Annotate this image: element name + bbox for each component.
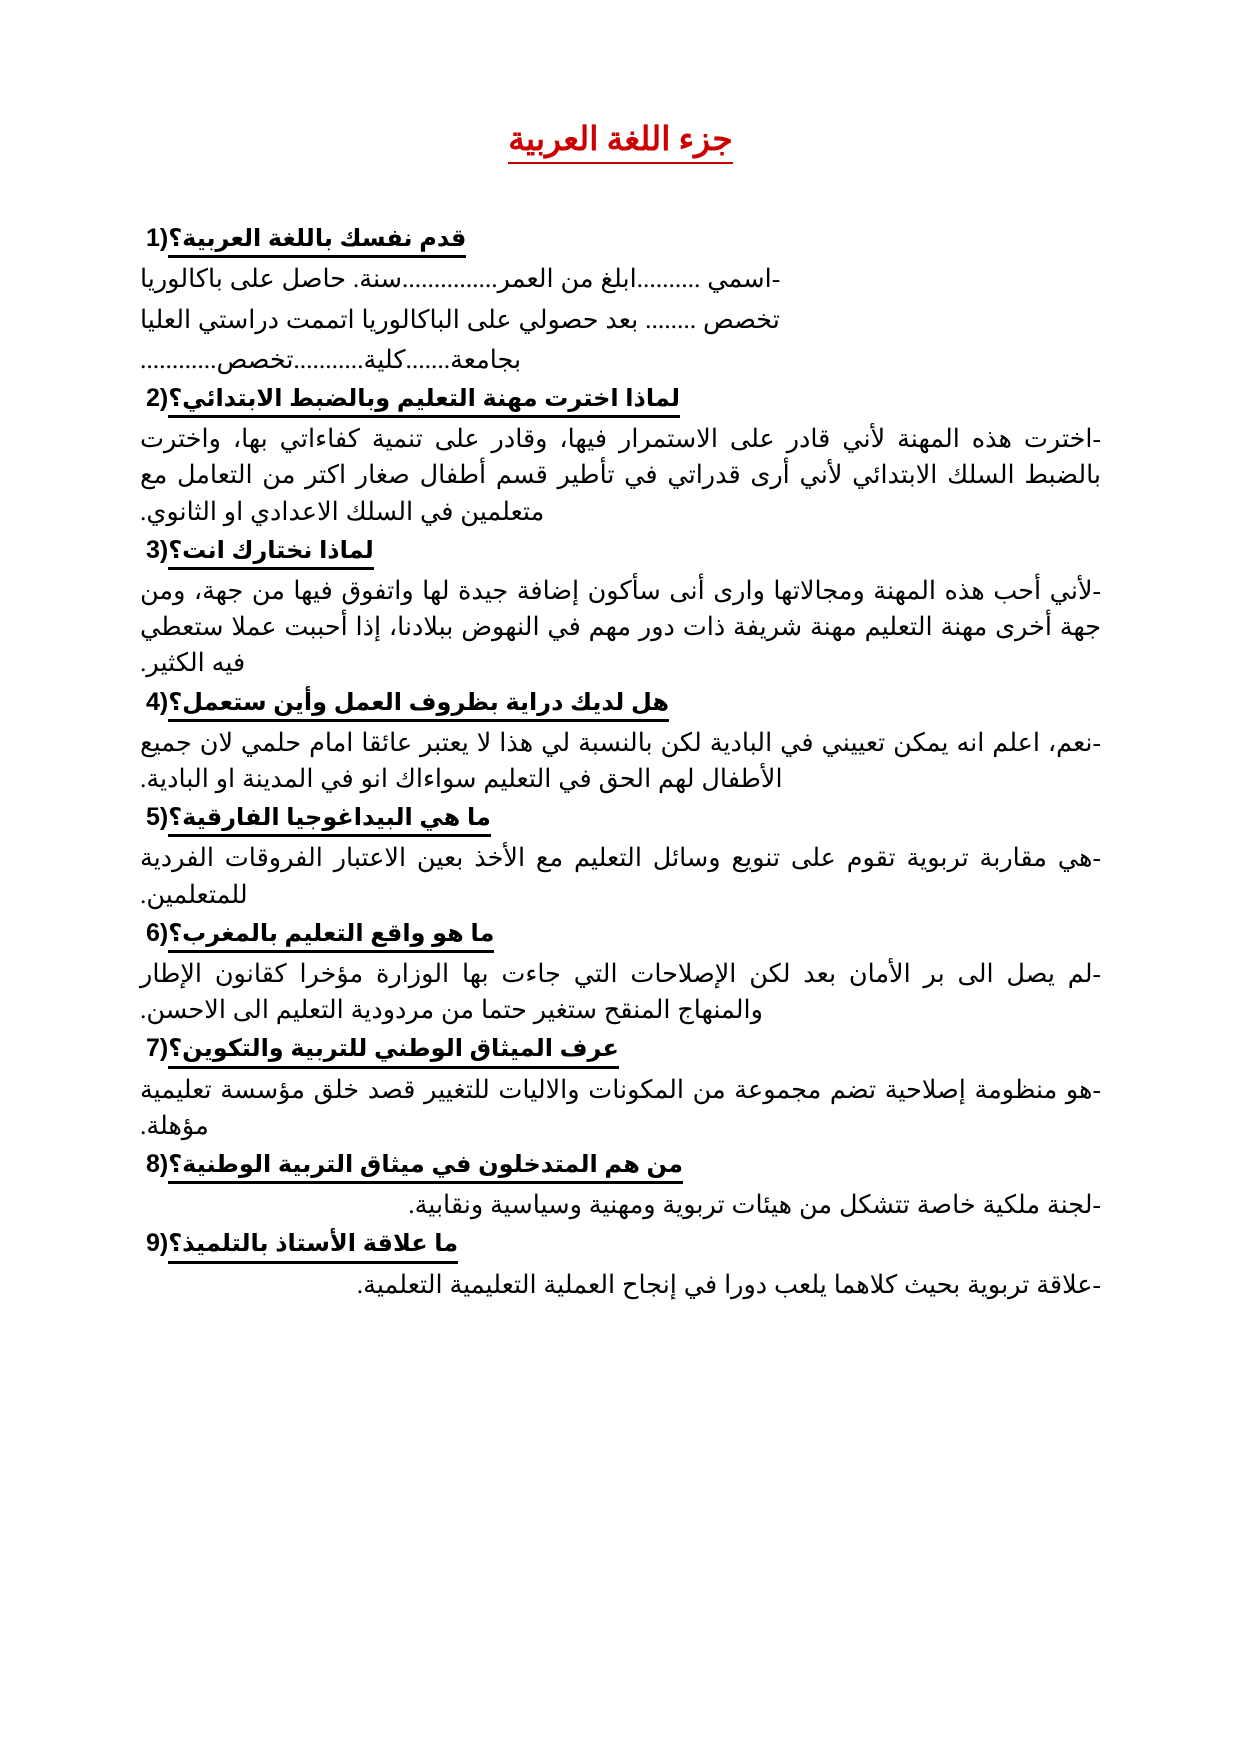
qa-item-1 xyxy=(140,222,1101,378)
question-number-4: 4) xyxy=(146,687,169,716)
question-line-2 xyxy=(140,382,1101,418)
answer-text-7: -هو منظومة إصلاحية تضم مجموعة من المكونات والاليات للتغيير قصد خلق مؤسسة تعليمية مؤهلة. xyxy=(140,1074,1101,1140)
qa-item-3 xyxy=(140,534,1101,682)
question-line-5 xyxy=(140,801,1101,837)
qa-item-4 xyxy=(140,686,1101,798)
answer-text-6: -لم يصل الى بر الأمان بعد لكن الإصلاحات التي جاءت بها الوزارة مؤخرا كقانون الإطار والمنهاج المنقح ستغير حتما من مردودية التعليم الى الاحسن. xyxy=(140,959,1101,1025)
question-line-4 xyxy=(140,686,1101,722)
question-group-3 xyxy=(140,534,374,570)
answer-text-3: -لأني أحب هذه المهنة ومجالاتها وارى أنى سأكون إضافة جيدة لها واتفوق فيها من جهة، ومن جهة أخرى مهنة التعليم مهنة شريفة ذات دور مهم في النهوض ببلادنا، إذا أحببت عملا ستعطي فيه الكثير. xyxy=(140,576,1101,678)
question-text-9: ما علاقة الأستاذ بالتلميذ؟ xyxy=(168,1228,458,1263)
answer-text-5: -هي مقاربة تربوية تقوم على تنويع وسائل التعليم مع الأخذ بعين الاعتبار الفروقات الفردية للمتعلمين. xyxy=(140,843,1101,909)
question-line-6 xyxy=(140,917,1101,953)
answer-text-1-line-2: تخصص ........ بعد حصولي على الباكالوريا اتممت دراستي العليا xyxy=(140,304,780,334)
question-text-5: ما هي البيداغوجيا الفارقية؟ xyxy=(168,802,491,837)
question-group-2 xyxy=(140,382,680,418)
qa-item-6 xyxy=(140,917,1101,1029)
question-group-4 xyxy=(140,686,669,722)
question-number-1: 1) xyxy=(146,224,169,253)
question-group-8 xyxy=(140,1148,683,1184)
question-number-5: 5) xyxy=(146,803,169,832)
question-number-3: 3) xyxy=(146,535,169,564)
answer-text-1-line-3: بجامعة.......كلية...........تخصص............ xyxy=(140,344,522,374)
question-text-6: ما هو واقع التعليم بالمغرب؟ xyxy=(168,918,494,953)
question-answer-list xyxy=(140,222,1101,1303)
question-group-1 xyxy=(140,222,466,258)
question-text-2: لماذا اخترت مهنة التعليم وبالضبط الابتدائي؟ xyxy=(168,383,680,418)
answer-text-8: -لجنة ملكية خاصة تتشكل من هيئات تربوية ومهنية وسياسية ونقابية. xyxy=(408,1190,1101,1220)
qa-item-2 xyxy=(140,382,1101,530)
answer-text-2: -اخترت هذه المهنة لأني قادر على الاستمرار فيها، وقادر على تنمية كفاءاتي بها، واخترت بالضبط السلك الابتدائي لأني أرى قدراتي في تأطير قسم أطفال صغار اكتر من التعامل مع متعلمين في السلك الاعدادي او الثانوي. xyxy=(140,424,1101,526)
question-number-2: 2) xyxy=(146,384,169,413)
qa-item-7 xyxy=(140,1032,1101,1144)
answer-text-9: -علاقة تربوية بحيث كلاهما يلعب دورا في إنجاح العملية التعليمية التعلمية. xyxy=(356,1269,1101,1299)
question-text-8: من هم المتدخلون في ميثاق التربية الوطنية؟ xyxy=(168,1149,683,1184)
qa-item-5 xyxy=(140,801,1101,913)
question-number-6: 6) xyxy=(146,918,169,947)
question-number-9: 9) xyxy=(146,1229,169,1258)
page-title-text: جزء اللغة العربية xyxy=(508,120,733,164)
question-line-3 xyxy=(140,534,1101,570)
question-line-8 xyxy=(140,1148,1101,1184)
question-text-4: هل لديك دراية بظروف العمل وأين ستعمل؟ xyxy=(168,687,669,722)
question-number-7: 7) xyxy=(146,1034,169,1063)
question-number-8: 8) xyxy=(146,1150,169,1179)
question-group-7 xyxy=(140,1032,619,1068)
qa-item-9 xyxy=(140,1227,1101,1302)
qa-item-8 xyxy=(140,1148,1101,1223)
question-line-1 xyxy=(140,222,1101,258)
page-title xyxy=(140,120,1101,164)
question-group-9 xyxy=(140,1227,458,1263)
question-group-6 xyxy=(140,917,494,953)
question-text-3: لماذا نختارك انت؟ xyxy=(168,535,374,570)
answer-text-1-line-1: -اسمي ..........ابلغ من العمر...............سنة. حاصل على باكالوريا xyxy=(140,264,781,294)
question-line-9 xyxy=(140,1227,1101,1263)
question-text-7: عرف الميثاق الوطني للتربية والتكوين؟ xyxy=(168,1033,619,1068)
question-group-5 xyxy=(140,801,491,837)
question-text-1: قدم نفسك باللغة العربية؟ xyxy=(168,223,466,258)
answer-text-4: -نعم، اعلم انه يمكن تعييني في البادية لكن بالنسبة لي هذا لا يعتبر عائقا امام حلمي لان جميع الأطفال لهم الحق في التعليم سواءاك انو في المدينة او البادية. xyxy=(140,727,1101,794)
question-line-7 xyxy=(140,1032,1101,1068)
